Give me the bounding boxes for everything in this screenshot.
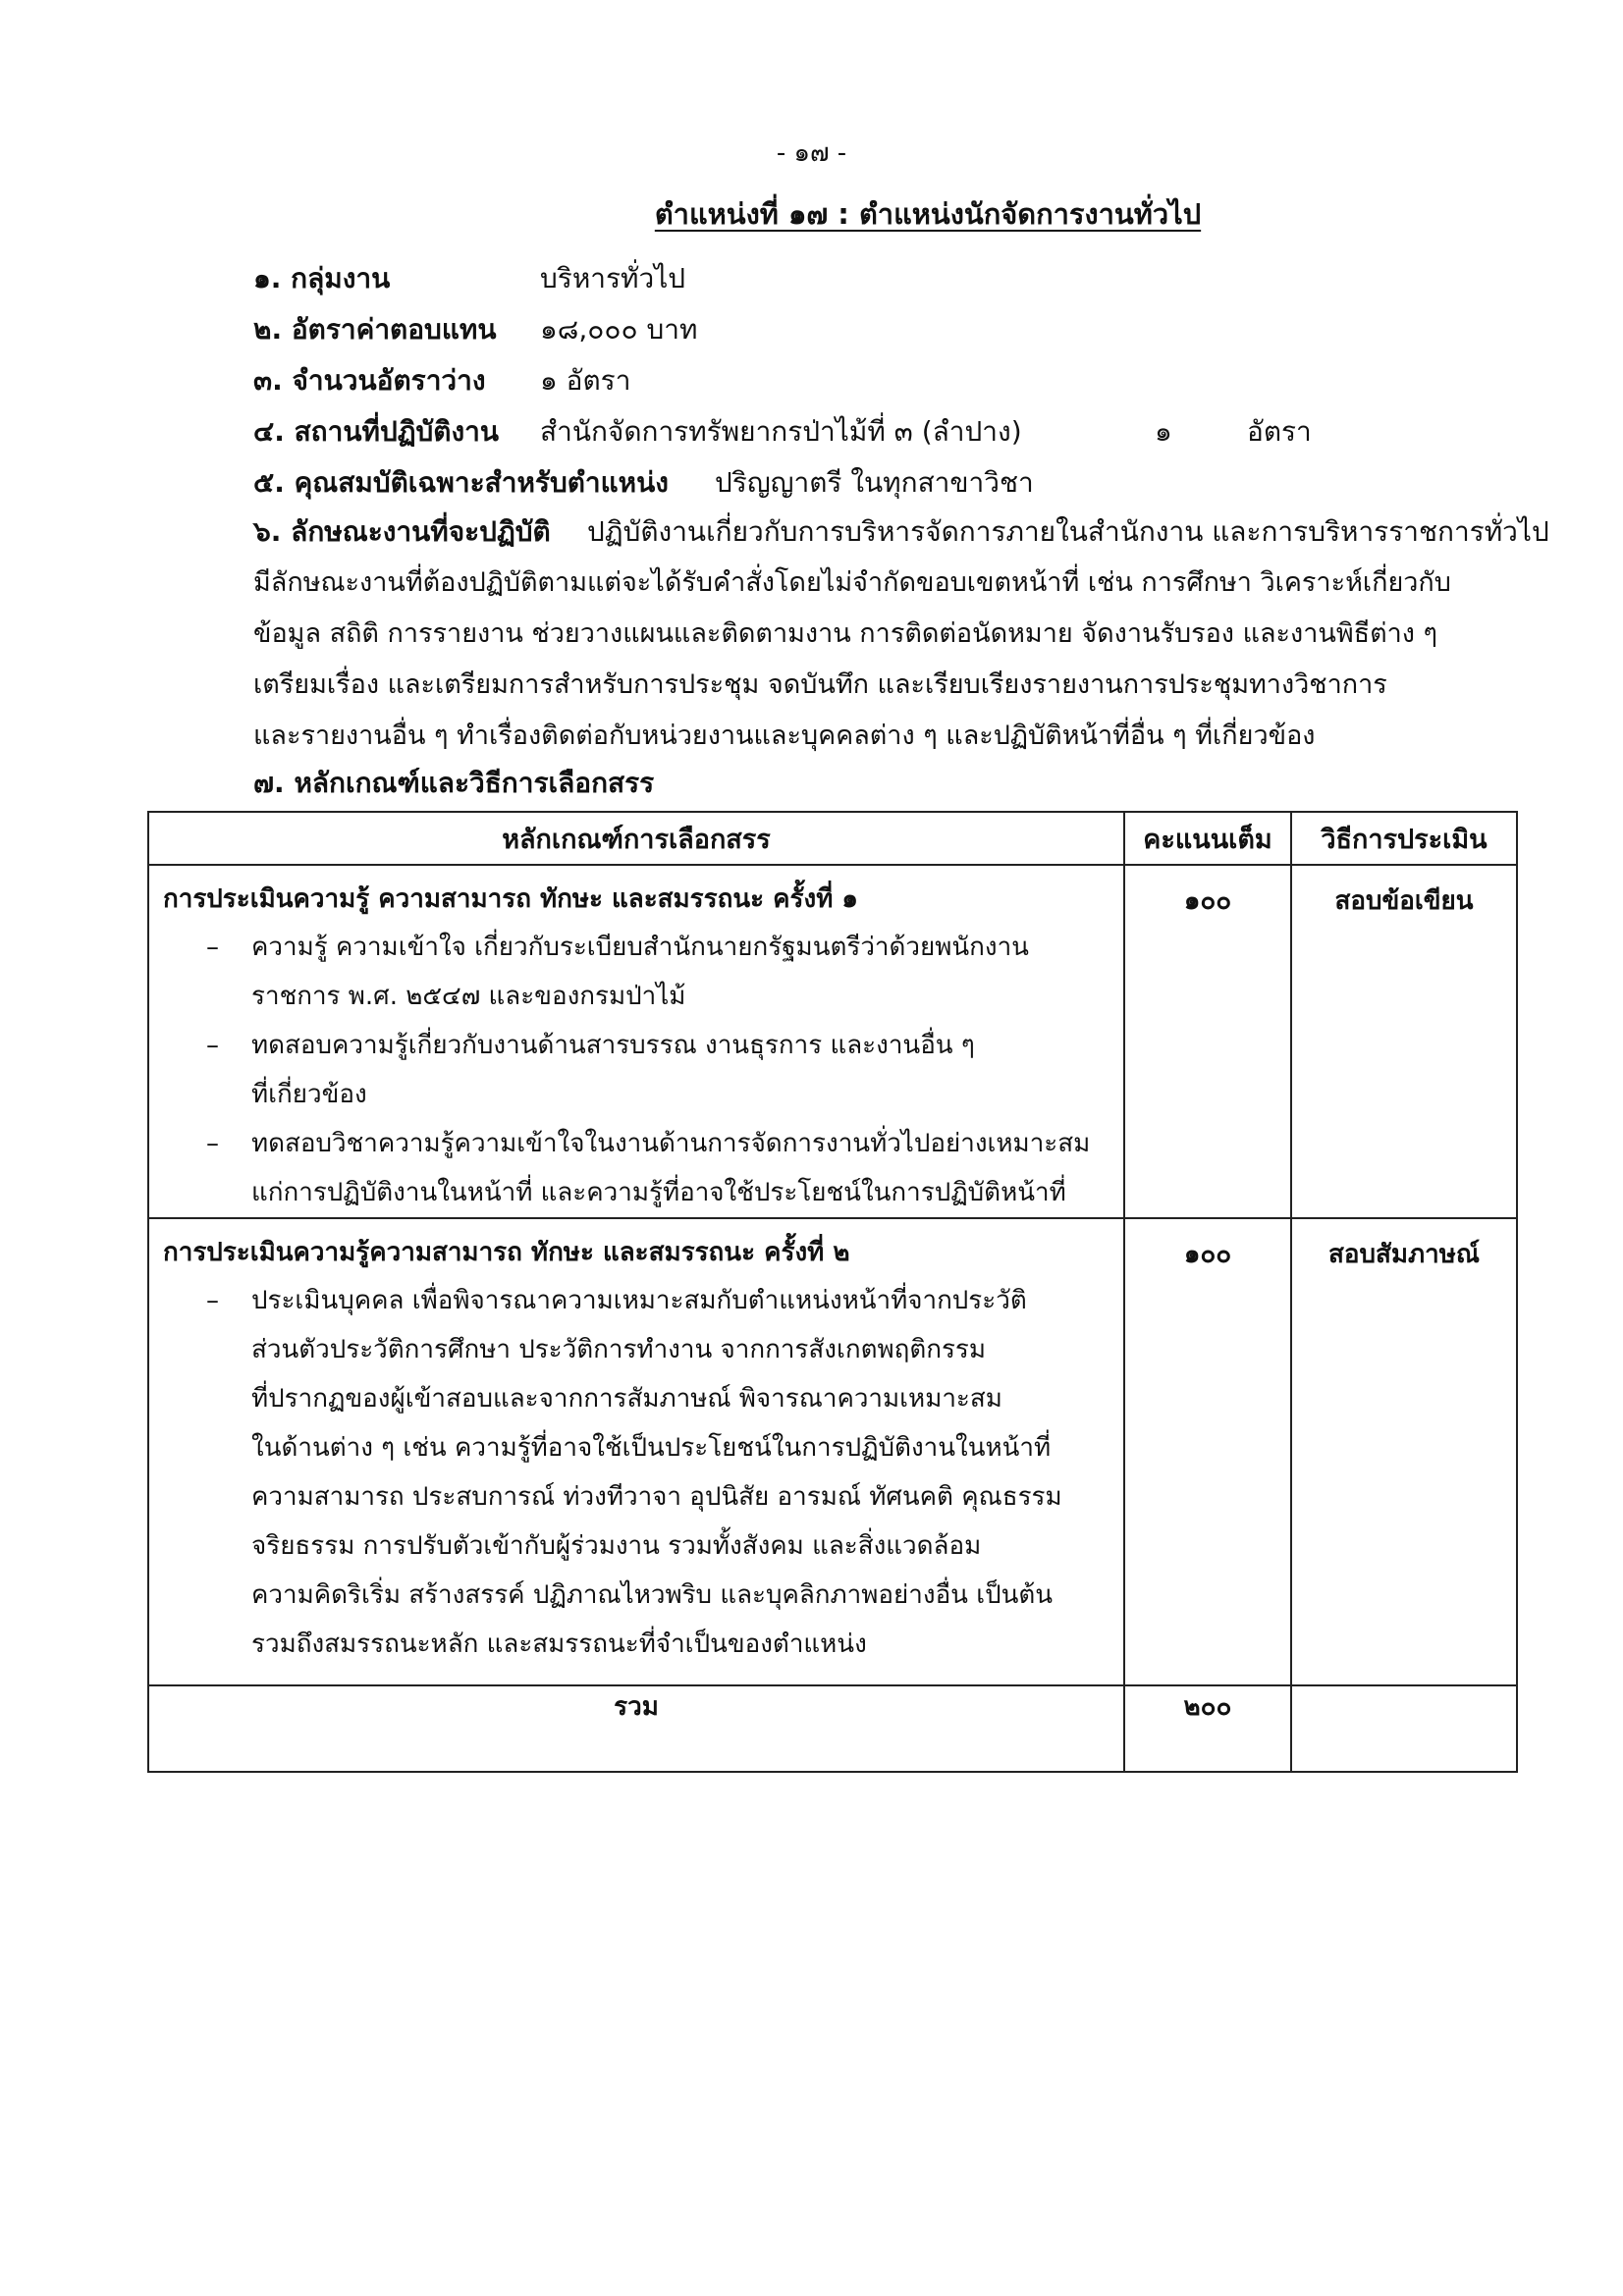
item-work-group xyxy=(253,257,1510,296)
total-label: รวม xyxy=(148,1685,1124,1772)
table-row xyxy=(148,1218,1517,1685)
score-cell xyxy=(1124,1218,1291,1685)
criteria-heading-text: ๗. หลักเกณฑ์และวิธีการเลือกสรร xyxy=(253,767,655,799)
bullet-line: ความคิดริเริ่ม สร้างสรรค์ ปฏิภาณไหวพริบ และบุคลิกภาพอย่างอื่น เป็นต้น xyxy=(251,1580,1054,1610)
method-cell xyxy=(1291,1218,1517,1685)
item-label: ๒. อัตราค่าตอบแทน xyxy=(253,313,497,346)
bullet-line: แก่การปฏิบัติงานในหน้าที่ และความรู้ที่อาจใช้ประโยชน์ในการปฏิบัติหน้าที่ xyxy=(251,1178,1066,1207)
bullet-line: ทดสอบวิชาความรู้ความเข้าใจในงานด้านการจัดการงานทั่วไปอย่างเหมาะสม xyxy=(251,1129,1091,1158)
dash-icon: – xyxy=(206,1286,219,1315)
header-criteria: หลักเกณฑ์การเลือกสรร xyxy=(148,812,1124,865)
criteria-cell xyxy=(148,865,1124,1218)
bullet-line: รวมถึงสมรรถนะหลัก และสมรรถนะที่จำเป็นของตำแหน่ง xyxy=(251,1629,867,1659)
score-value: ๑๐๐ xyxy=(1183,886,1232,916)
criteria-bullet xyxy=(149,923,1123,1021)
duties-first-line xyxy=(253,510,1549,554)
duties-line: และรายงานอื่น ๆ ทำเรื่องติดต่อกับหน่วยงานและบุคคลต่าง ๆ และปฏิบัติหน้าที่อื่น ๆ ที่เกี่ยวข้อง xyxy=(253,721,1316,751)
bullet-line: ความรู้ ความเข้าใจ เกี่ยวกับระเบียบสำนักนายกรัฐมนตรีว่าด้วยพนักงาน xyxy=(251,933,1029,962)
total-score: ๒๐๐ xyxy=(1124,1685,1291,1772)
bullet-line: ทดสอบความรู้เกี่ยวกับงานด้านสารบรรณ งานธุรการ และงานอื่น ๆ xyxy=(251,1031,975,1060)
bullet-line: ที่เกี่ยวข้อง xyxy=(251,1080,367,1109)
method-value: สอบข้อเขียน xyxy=(1334,886,1474,916)
score-value: ๑๐๐ xyxy=(1183,1240,1232,1269)
score-cell xyxy=(1124,865,1291,1218)
page-title: ตำแหน่งที่ ๑๗ : ตำแหน่งนักจัดการงานทั่วไป xyxy=(654,197,1202,231)
dash-icon: – xyxy=(206,1031,219,1060)
bullet-line: ในด้านต่าง ๆ เช่น ความรู้ที่อาจใช้เป็นประโยชน์ในการปฏิบัติงานในหน้าที่ xyxy=(251,1433,1052,1463)
item-value: ๑๘,๐๐๐ บาท xyxy=(540,313,698,346)
item-label: ๑. กลุ่มงาน xyxy=(253,262,391,294)
criteria-heading xyxy=(253,762,654,805)
table-total-row xyxy=(148,1685,1517,1772)
bullet-line: ส่วนตัวประวัติการศึกษา ประวัติการทำงาน จากการสังเกตพฤติกรรม xyxy=(251,1335,987,1364)
total-method xyxy=(1291,1685,1517,1772)
item-value: ปริญญาตรี ในทุกสาขาวิชา xyxy=(715,466,1034,499)
criteria-cell xyxy=(148,1218,1124,1685)
item-count: ๑ xyxy=(1155,415,1172,448)
item-value: สำนักจัดการทรัพยากรป่าไม้ที่ ๓ (ลำปาง) xyxy=(540,415,1022,448)
bullet-line: จริยธรรม การปรับตัวเข้ากับผู้ร่วมงาน รวมทั้งสังคม และสิ่งแวดล้อม xyxy=(251,1531,982,1561)
item-vacancies xyxy=(253,359,1510,399)
duties-line: มีลักษณะงานที่ต้องปฏิบัติตามแต่จะได้รับคำสั่งโดยไม่จำกัดขอบเขตหน้าที่ เช่น การศึกษา วิเคราะห์เกี่ยวกับ xyxy=(253,567,1451,598)
criteria-bullet xyxy=(149,1276,1123,1669)
item-value: บริหารทั่วไป xyxy=(540,262,686,294)
criteria-bullet xyxy=(149,1119,1123,1217)
duties-paragraph xyxy=(253,558,1515,762)
criteria-table xyxy=(147,811,1518,1773)
header-full-score: คะแนนเต็ม xyxy=(1124,812,1291,865)
criteria-bullet xyxy=(149,1021,1123,1119)
item-value: ๑ อัตรา xyxy=(540,364,631,397)
bullet-line: ที่ปรากฏของผู้เข้าสอบและจากการสัมภาษณ์ พิจารณาความเหมาะสม xyxy=(251,1384,1002,1414)
bullet-line: ราชการ พ.ศ. ๒๕๔๗ และของกรมป่าไม้ xyxy=(251,982,686,1011)
duties-line: ข้อมูล สถิติ การรายงาน ช่วยวางแผนและติดตามงาน การติดต่อนัดหมาย จัดงานรับรอง และงานพิธีต่าง ๆ xyxy=(253,618,1438,649)
duties-line: ปฏิบัติงานเกี่ยวกับการบริหารจัดการภายในสำนักงาน และการบริหารราชการทั่วไป xyxy=(587,515,1549,548)
table-row xyxy=(148,865,1517,1218)
criteria-heading: การประเมินความรู้ความสามารถ ทักษะ และสมรรถนะ ครั้งที่ ๒ xyxy=(163,1238,850,1267)
method-cell xyxy=(1291,865,1517,1218)
header-method: วิธีการประเมิน xyxy=(1291,812,1517,865)
item-workplace xyxy=(253,410,1510,450)
method-value: สอบสัมภาษณ์ xyxy=(1328,1240,1480,1269)
duties-line: เตรียมเรื่อง และเตรียมการสำหรับการประชุม จดบันทึก และเรียบเรียงรายงานการประชุมทางวิชาการ xyxy=(253,669,1387,700)
duties-label: ๖. ลักษณะงานที่จะปฏิบัติ xyxy=(253,515,551,548)
item-salary xyxy=(253,308,1510,347)
bullet-line: ความสามารถ ประสบการณ์ ท่วงทีวาจา อุปนิสัย อารมณ์ ทัศนคติ คุณธรรม xyxy=(251,1482,1062,1512)
dash-icon: – xyxy=(206,933,219,962)
item-label: ๕. คุณสมบัติเฉพาะสำหรับตำแหน่ง xyxy=(253,466,669,499)
bullet-line: ประเมินบุคคล เพื่อพิจารณาความเหมาะสมกับตำแหน่งหน้าที่จากประวัติ xyxy=(251,1286,1027,1315)
dash-icon: – xyxy=(206,1129,219,1158)
table-header-row xyxy=(148,812,1517,865)
item-label: ๔. สถานที่ปฏิบัติงาน xyxy=(253,415,500,448)
item-qualification xyxy=(253,461,1510,501)
item-unit: อัตรา xyxy=(1247,415,1312,448)
page-number: - ๑๗ - xyxy=(776,138,847,168)
item-label: ๓. จำนวนอัตราว่าง xyxy=(253,364,486,397)
criteria-heading: การประเมินความรู้ ความสามารถ ทักษะ และสมรรถนะ ครั้งที่ ๑ xyxy=(163,884,858,914)
